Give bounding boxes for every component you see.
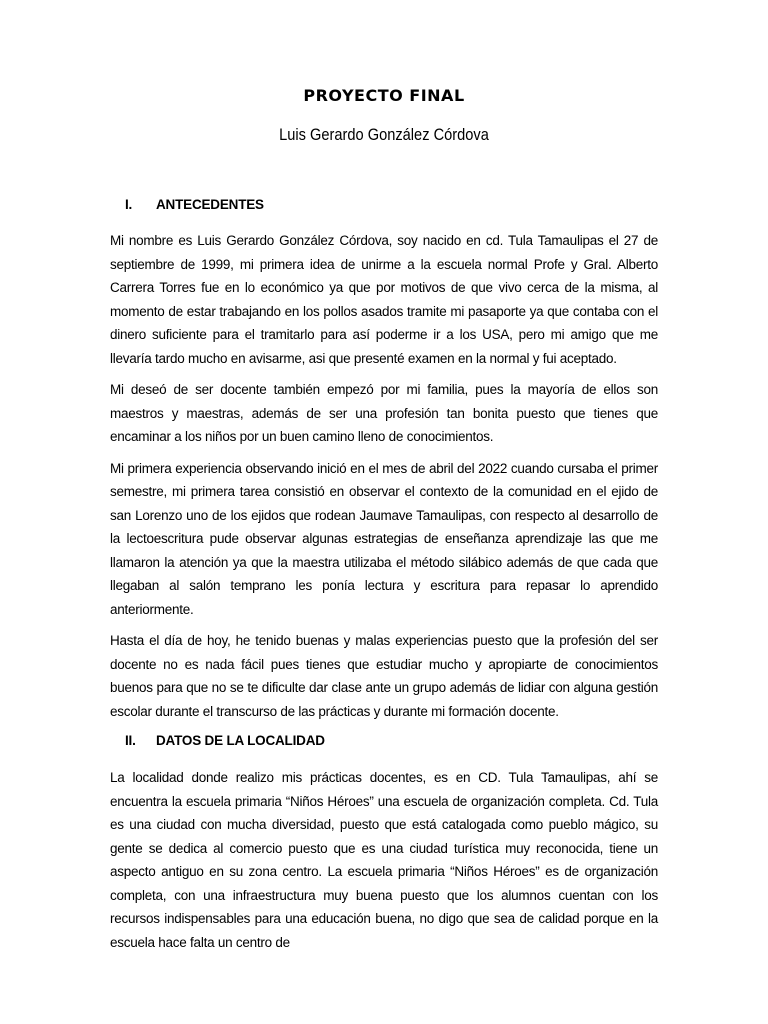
section-title: ANTECEDENTES [156, 197, 264, 212]
paragraph: Mi nombre es Luis Gerardo González Córdova, soy nacido en cd. Tula Tamaulipas el 27 de septiembre de 1999, mi primera idea de unirme a la escuela normal Profe y Gral. Alberto Carrera Torres fue en lo económico ya que por motivos de que vivo cerca de la misma, al momento de estar trabajando en los pollos asados tramite mi pasaporte ya que contaba con el dinero suficiente para el tramitarlo para así poderme ir a los USA, pero mi amigo que me llevaría tardo mucho en avisarme, asi que presenté examen en la normal y fui aceptado. [110, 233, 658, 366]
paragraph: Mi deseó de ser docente también empezó por mi familia, pues la mayoría de ellos son maestros y maestras, además de ser una profesión tan bonita puesto que tienes que encaminar a los niños por un buen camino lleno de conocimientos. [110, 382, 658, 444]
paragraph: La localidad donde realizo mis prácticas docentes, es en CD. Tula Tamaulipas, ahí se encuentra la escuela primaria “Niños Héroes” una escuela de organización completa. Cd. Tula es una ciudad con mucha diversidad, puesto que está catalogada como pueblo mágico, su gente se dedica al comercio puesto que es una ciudad turística muy reconocida, tiene un aspecto antiguo en su zona centro. La escuela primaria “Niños Héroes” es de organización completa, con una infraestructura muy buena puesto que los alumnos cuentan con los recursos indispensables para una educación buena, no digo que sea de calidad porque en la escuela hace falta un centro de [110, 770, 658, 950]
paragraph: Hasta el día de hoy, he tenido buenas y malas experiencias puesto que la profesión del ser docente no es nada fácil pues tienes que estudiar mucho y apropiarte de conocimientos buenos para que no se te dificulte dar clase ante un grupo además de lidiar con alguna gestión escolar durante el transcurso de las prácticas y durante mi formación docente. [110, 633, 658, 719]
section-heading-antecedentes [110, 195, 658, 215]
author-name: Luis Gerardo González Córdova [279, 125, 489, 144]
section-number: II. [125, 733, 136, 748]
section-heading-datos-localidad [110, 731, 658, 751]
section-title: DATOS DE LA LOCALIDAD [156, 733, 325, 748]
section-number: I. [125, 197, 133, 212]
document-title: PROYECTO FINAL [303, 86, 465, 105]
paragraph: Mi primera experiencia observando inició en el mes de abril del 2022 cuando cursaba el primer semestre, mi primera tarea consistió en observar el contexto de la comunidad en el ejido de san Lorenzo uno de los ejidos que rodean Jaumave Tamaulipas, con respecto al desarrollo de la lectoescritura pude observar algunas estrategias de enseñanza aprendizaje las que me llamaron la atención ya que la maestra utilizaba el método silábico además de que cada que llegaban al salón temprano les ponía lectura y escritura para repasar lo aprendido anteriormente. [110, 460, 658, 617]
document-body [110, 195, 658, 962]
